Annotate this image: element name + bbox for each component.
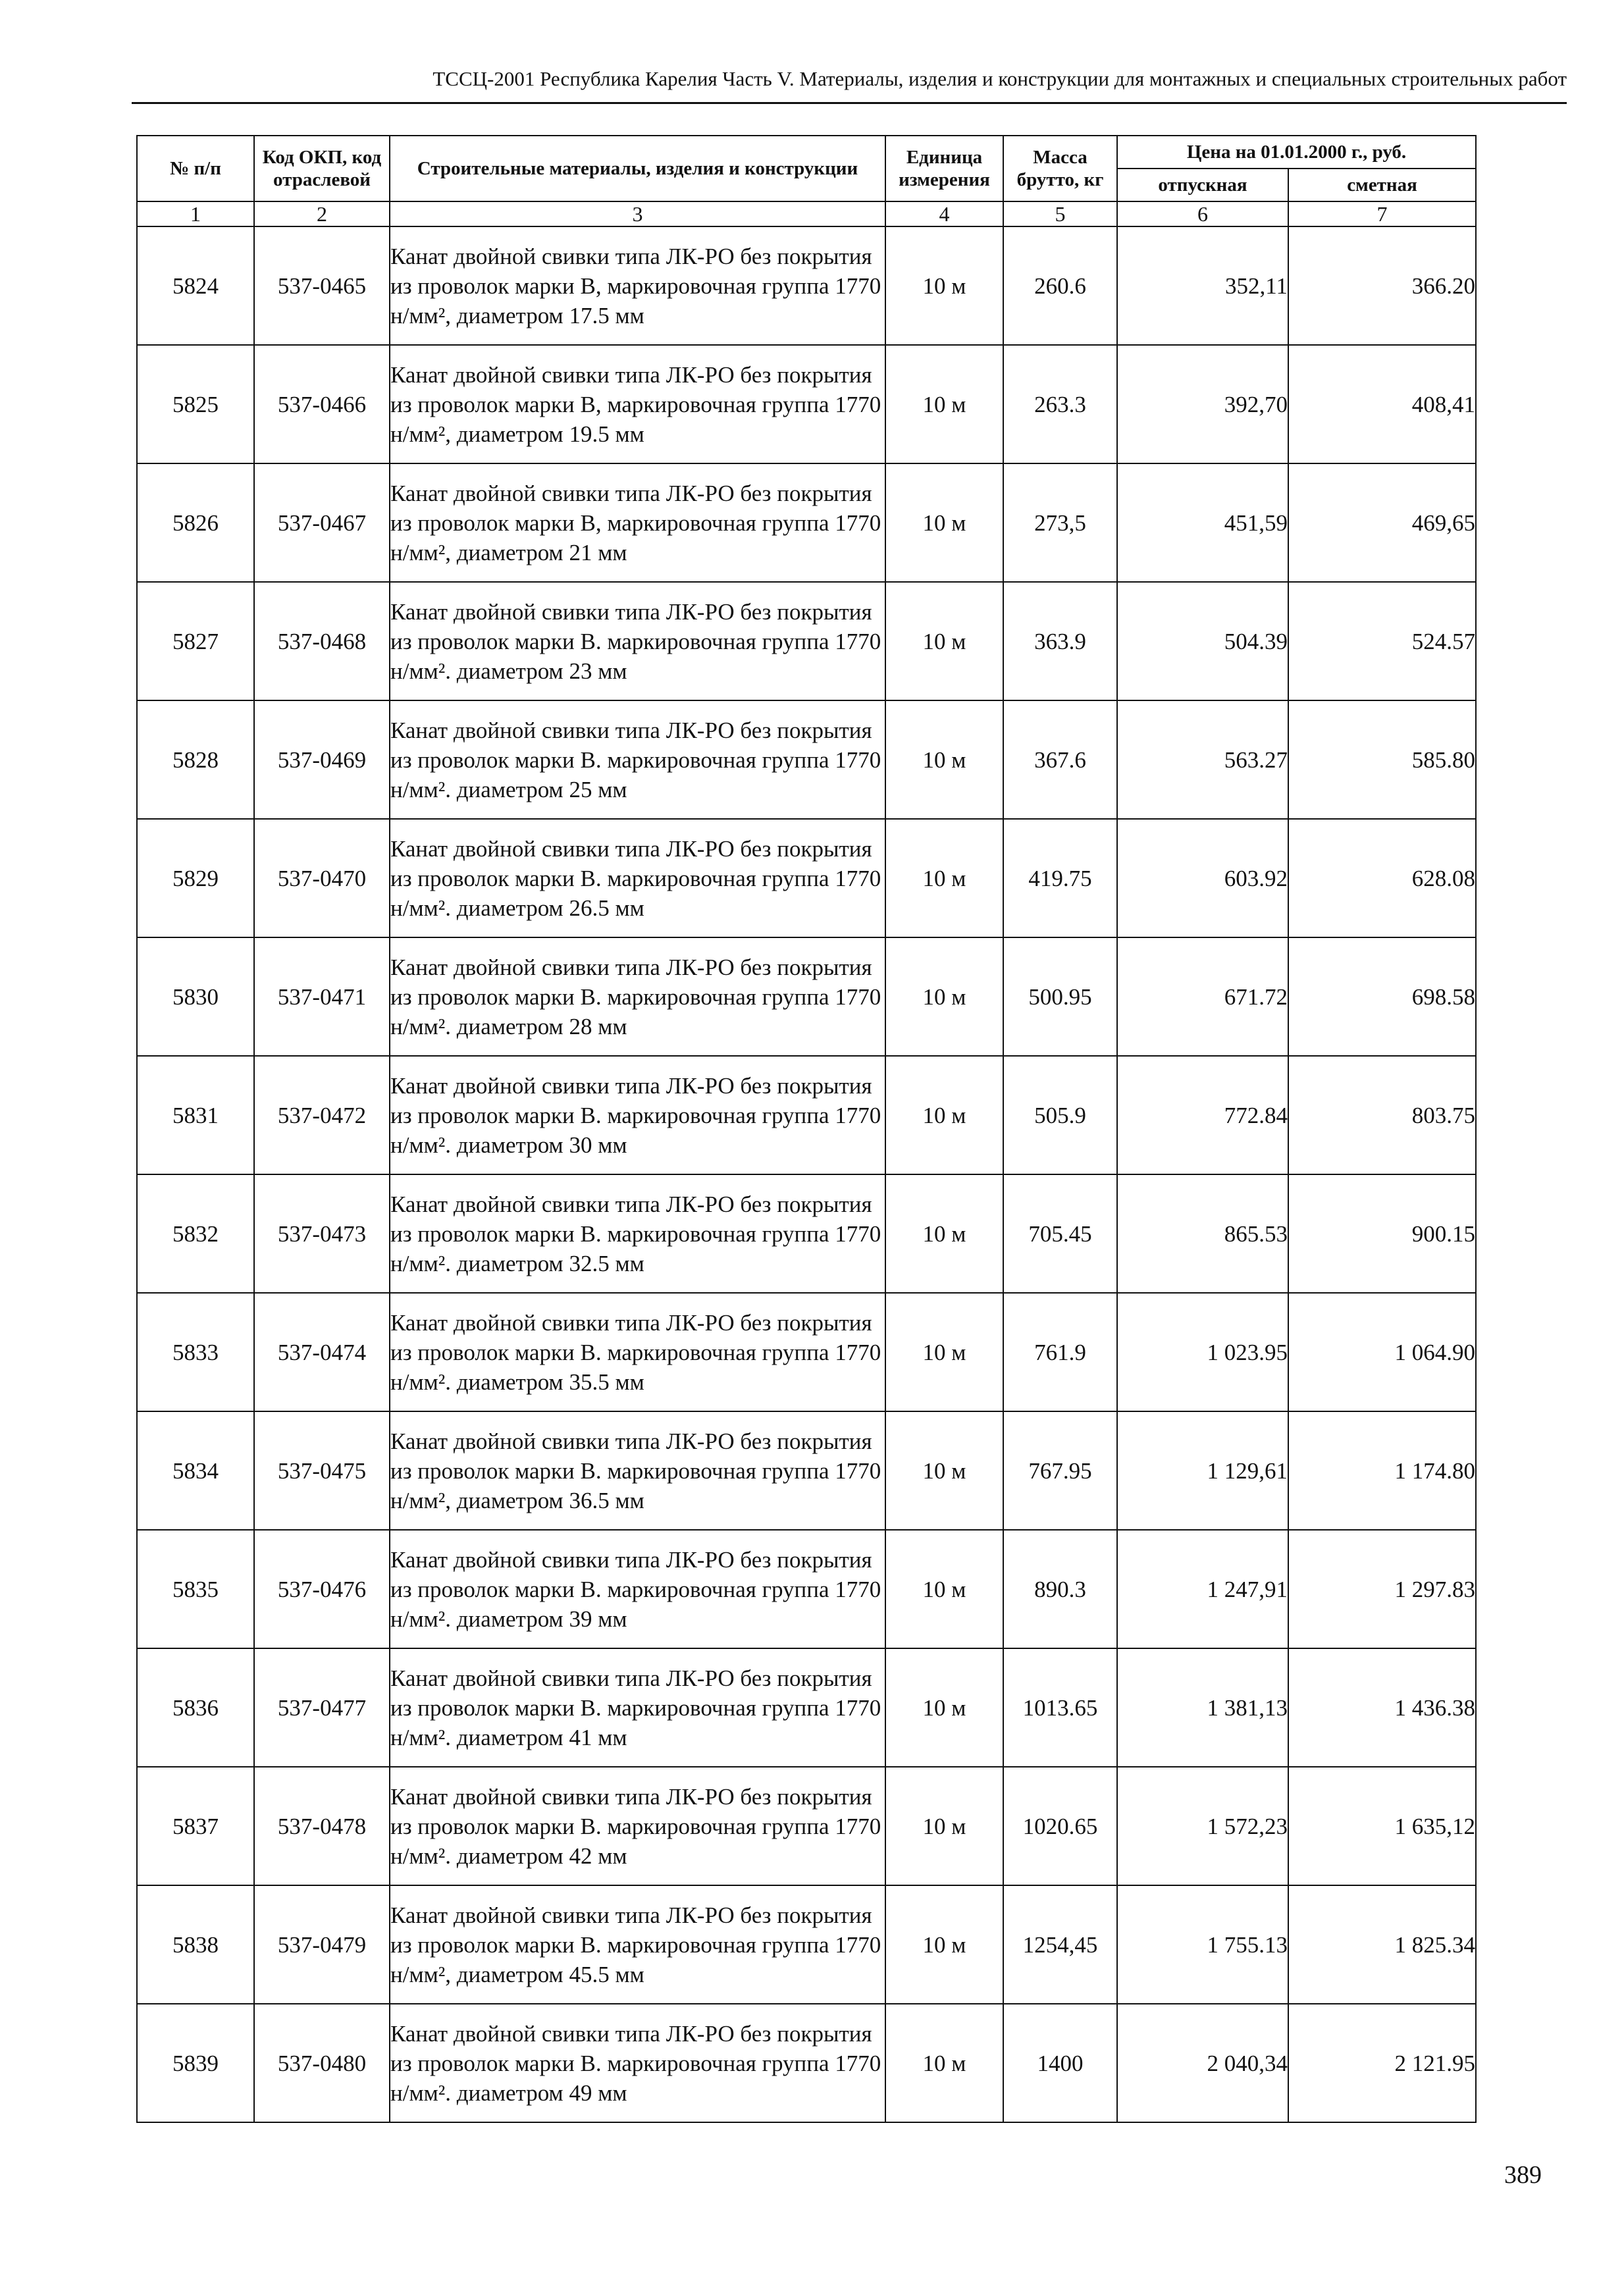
column-number: 2 [254,201,390,226]
header-divider [132,102,1567,104]
item-unit: 10 м [885,1885,1003,2004]
item-code: 537-0478 [254,1767,390,1885]
running-header: ТССЦ-2001 Республика Карелия Часть V. Материалы, изделия и конструкции для монтажных и специальных строительных работ [432,67,1567,90]
item-unit: 10 м [885,1174,1003,1293]
header-no: № п/п [137,136,254,201]
item-code: 537-0477 [254,1648,390,1767]
item-code: 537-0466 [254,345,390,463]
item-description: Канат двойной свивки типа ЛК-РО без покрытия из проволок марки В. маркировочная группа 1770 н/мм². диаметром 26.5 мм [390,819,885,937]
item-description: Канат двойной свивки типа ЛК-РО без покрытия из проволок марки В. маркировочная группа 1770 н/мм². диаметром 28 мм [390,937,885,1056]
item-description: Канат двойной свивки типа ЛК-РО без покрытия из проволок марки В. маркировочная группа 1770 н/мм². диаметром 25 мм [390,700,885,819]
item-mass: 505.9 [1003,1056,1117,1174]
item-description: Канат двойной свивки типа ЛК-РО без покрытия из проволок марки В. маркировочная группа 1770 н/мм². диаметром 41 мм [390,1648,885,1767]
item-mass: 1254,45 [1003,1885,1117,2004]
item-mass: 1020.65 [1003,1767,1117,1885]
item-mass: 767.95 [1003,1411,1117,1530]
item-number: 5832 [137,1174,254,1293]
item-number: 5826 [137,463,254,582]
item-release-price: 563.27 [1117,700,1288,819]
item-release-price: 772.84 [1117,1056,1288,1174]
item-number: 5836 [137,1648,254,1767]
item-estimate-price: 900.15 [1288,1174,1476,1293]
column-number: 4 [885,201,1003,226]
item-unit: 10 м [885,226,1003,345]
item-estimate-price: 1 635,12 [1288,1767,1476,1885]
item-number: 5828 [137,700,254,819]
item-release-price: 671.72 [1117,937,1288,1056]
table-row [137,226,1476,345]
item-estimate-price: 698.58 [1288,937,1476,1056]
item-code: 537-0474 [254,1293,390,1411]
header-price-group: Цена на 01.01.2000 г., руб. [1117,136,1476,169]
item-estimate-price: 1 064.90 [1288,1293,1476,1411]
item-estimate-price: 1 825.34 [1288,1885,1476,2004]
item-estimate-price: 585.80 [1288,700,1476,819]
item-release-price: 1 247,91 [1117,1530,1288,1648]
price-table [136,135,1477,2123]
item-number: 5827 [137,582,254,700]
item-code: 537-0469 [254,700,390,819]
column-number: 6 [1117,201,1288,226]
table-row [137,1530,1476,1648]
item-number: 5839 [137,2004,254,2122]
item-description: Канат двойной свивки типа ЛК-РО без покрытия из проволок марки В. маркировочная группа 1770 н/мм². диаметром 32.5 мм [390,1174,885,1293]
item-number: 5833 [137,1293,254,1411]
item-number: 5831 [137,1056,254,1174]
item-description: Канат двойной свивки типа ЛК-РО без покрытия из проволок марки В. маркировочная группа 1770 н/мм². диаметром 39 мм [390,1530,885,1648]
item-release-price: 1 381,13 [1117,1648,1288,1767]
item-release-price: 451,59 [1117,463,1288,582]
table-row [137,1885,1476,2004]
item-unit: 10 м [885,1767,1003,1885]
item-number: 5835 [137,1530,254,1648]
header-release-price: отпускная [1117,169,1288,201]
item-number: 5825 [137,345,254,463]
item-code: 537-0471 [254,937,390,1056]
item-description: Канат двойной свивки типа ЛК-РО без покрытия из проволок марки В. маркировочная группа 1770 н/мм². диаметром 23 мм [390,582,885,700]
item-number: 5829 [137,819,254,937]
item-estimate-price: 524.57 [1288,582,1476,700]
item-description: Канат двойной свивки типа ЛК-РО без покрытия из проволок марки В. маркировочная группа 1770 н/мм², диаметром 36.5 мм [390,1411,885,1530]
item-estimate-price: 469,65 [1288,463,1476,582]
page-number: 389 [1504,2161,1542,2189]
table-row [137,463,1476,582]
item-code: 537-0468 [254,582,390,700]
item-code: 537-0465 [254,226,390,345]
header-code: Код ОКП, код отраслевой [254,136,390,201]
item-number: 5837 [137,1767,254,1885]
item-code: 537-0472 [254,1056,390,1174]
item-release-price: 1 572,23 [1117,1767,1288,1885]
item-mass: 260.6 [1003,226,1117,345]
item-mass: 419.75 [1003,819,1117,937]
item-unit: 10 м [885,700,1003,819]
item-description: Канат двойной свивки типа ЛК-РО без покрытия из проволок марки В. маркировочная группа 1770 н/мм², диаметром 45.5 мм [390,1885,885,2004]
header-unit: Единица измерения [885,136,1003,201]
item-code: 537-0476 [254,1530,390,1648]
table-row [137,937,1476,1056]
table-row [137,1411,1476,1530]
item-description: Канат двойной свивки типа ЛК-РО без покрытия из проволок марки В. маркировочная группа 1770 н/мм². диаметром 35.5 мм [390,1293,885,1411]
item-mass: 705.45 [1003,1174,1117,1293]
item-release-price: 392,70 [1117,345,1288,463]
header-estimate-price: сметная [1288,169,1476,201]
item-release-price: 1 755.13 [1117,1885,1288,2004]
item-release-price: 865.53 [1117,1174,1288,1293]
item-description: Канат двойной свивки типа ЛК-РО без покрытия из проволок марки В, маркировочная группа 1770 н/мм², диаметром 21 мм [390,463,885,582]
item-release-price: 2 040,34 [1117,2004,1288,2122]
item-description: Канат двойной свивки типа ЛК-РО без покрытия из проволок марки В, маркировочная группа 1770 н/мм², диаметром 17.5 мм [390,226,885,345]
item-mass: 500.95 [1003,937,1117,1056]
table-row [137,345,1476,463]
item-unit: 10 м [885,1530,1003,1648]
table-row [137,1767,1476,1885]
item-unit: 10 м [885,582,1003,700]
item-description: Канат двойной свивки типа ЛК-РО без покрытия из проволок марки В. маркировочная группа 1770 н/мм². диаметром 30 мм [390,1056,885,1174]
item-number: 5834 [137,1411,254,1530]
table-row [137,1056,1476,1174]
item-release-price: 1 129,61 [1117,1411,1288,1530]
item-mass: 263.3 [1003,345,1117,463]
table-row [137,2004,1476,2122]
item-unit: 10 м [885,937,1003,1056]
item-estimate-price: 1 436.38 [1288,1648,1476,1767]
item-description: Канат двойной свивки типа ЛК-РО без покрытия из проволок марки В, маркировочная группа 1770 н/мм², диаметром 19.5 мм [390,345,885,463]
item-number: 5838 [137,1885,254,2004]
item-mass: 1013.65 [1003,1648,1117,1767]
item-release-price: 352,11 [1117,226,1288,345]
item-description: Канат двойной свивки типа ЛК-РО без покрытия из проволок марки В. маркировочная группа 1770 н/мм². диаметром 49 мм [390,2004,885,2122]
item-estimate-price: 803.75 [1288,1056,1476,1174]
item-code: 537-0475 [254,1411,390,1530]
item-mass: 273,5 [1003,463,1117,582]
item-description: Канат двойной свивки типа ЛК-РО без покрытия из проволок марки В. маркировочная группа 1770 н/мм². диаметром 42 мм [390,1767,885,1885]
item-number: 5824 [137,226,254,345]
item-unit: 10 м [885,819,1003,937]
column-number: 5 [1003,201,1117,226]
item-code: 537-0473 [254,1174,390,1293]
item-mass: 761.9 [1003,1293,1117,1411]
item-code: 537-0480 [254,2004,390,2122]
table-row [137,582,1476,700]
item-unit: 10 м [885,1056,1003,1174]
item-mass: 367.6 [1003,700,1117,819]
item-unit: 10 м [885,2004,1003,2122]
item-code: 537-0470 [254,819,390,937]
header-name: Строительные материалы, изделия и конструкции [390,136,885,201]
item-estimate-price: 628.08 [1288,819,1476,937]
header-mass: Масса брутто, кг [1003,136,1117,201]
item-code: 537-0467 [254,463,390,582]
table-row [137,819,1476,937]
column-number: 1 [137,201,254,226]
item-number: 5830 [137,937,254,1056]
item-estimate-price: 408,41 [1288,345,1476,463]
table-row [137,1174,1476,1293]
item-mass: 890.3 [1003,1530,1117,1648]
item-release-price: 504.39 [1117,582,1288,700]
item-release-price: 603.92 [1117,819,1288,937]
item-unit: 10 м [885,1648,1003,1767]
item-unit: 10 м [885,463,1003,582]
item-estimate-price: 366.20 [1288,226,1476,345]
table-row [137,1648,1476,1767]
item-unit: 10 м [885,1293,1003,1411]
item-mass: 1400 [1003,2004,1117,2122]
item-unit: 10 м [885,345,1003,463]
table-row [137,700,1476,819]
item-unit: 10 м [885,1411,1003,1530]
item-code: 537-0479 [254,1885,390,2004]
item-mass: 363.9 [1003,582,1117,700]
item-estimate-price: 1 174.80 [1288,1411,1476,1530]
item-release-price: 1 023.95 [1117,1293,1288,1411]
item-estimate-price: 1 297.83 [1288,1530,1476,1648]
column-number: 3 [390,201,885,226]
item-estimate-price: 2 121.95 [1288,2004,1476,2122]
table-row [137,1293,1476,1411]
column-number: 7 [1288,201,1476,226]
